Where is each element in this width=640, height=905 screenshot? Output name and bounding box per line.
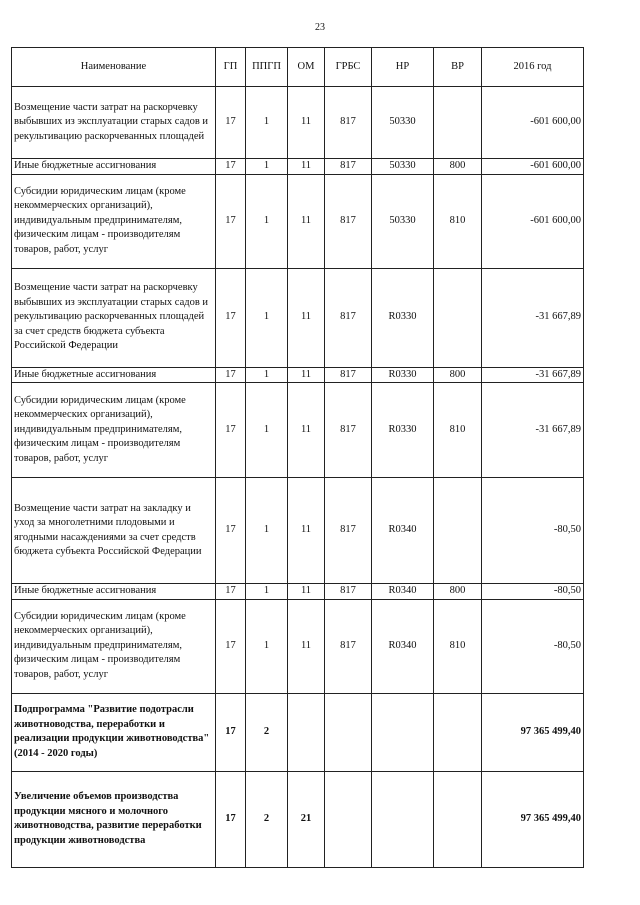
row-om: 11 [288, 383, 325, 478]
row-vr [434, 478, 482, 584]
row-amount: -31 667,89 [482, 367, 584, 383]
row-vr: 810 [434, 383, 482, 478]
table-row [12, 584, 584, 600]
table-row [12, 383, 584, 478]
table-row [12, 599, 584, 693]
row-gp: 17 [216, 478, 246, 584]
row-ppgp: 1 [246, 478, 288, 584]
row-vr [434, 693, 482, 771]
row-amount: 97 365 499,40 [482, 693, 584, 771]
row-nr: 50330 [372, 87, 434, 159]
table-row [12, 693, 584, 771]
row-amount: -80,50 [482, 584, 584, 600]
row-name: Возмещение части затрат на раскорчевку выбывших из эксплуатации старых садов и рекультивацию раскорчеванных площадей [12, 87, 216, 159]
header-year: 2016 год [482, 48, 584, 87]
row-ppgp: 2 [246, 693, 288, 771]
row-ppgp: 1 [246, 87, 288, 159]
row-nr: 50330 [372, 174, 434, 268]
row-name: Иные бюджетные ассигнования [12, 367, 216, 383]
row-gp: 17 [216, 367, 246, 383]
row-gp: 17 [216, 584, 246, 600]
row-ppgp: 1 [246, 383, 288, 478]
row-nr [372, 693, 434, 771]
row-amount: -80,50 [482, 478, 584, 584]
row-vr [434, 268, 482, 367]
row-name: Возмещение части затрат на закладку и уход за многолетними плодовыми и ягодными насаждениями за счет средств бюджета субъекта Российской Федерации [12, 478, 216, 584]
row-name: Возмещение части затрат на раскорчевку выбывших из эксплуатации старых садов и рекультивацию раскорчеванных площадей за счет средств бюджета субъекта Российской Федерации [12, 268, 216, 367]
table-header-row [12, 48, 584, 87]
row-om: 11 [288, 268, 325, 367]
table-row [12, 174, 584, 268]
row-vr: 810 [434, 174, 482, 268]
row-ppgp: 1 [246, 367, 288, 383]
row-om: 11 [288, 584, 325, 600]
page-number: 23 [315, 22, 325, 33]
row-ppgp: 1 [246, 174, 288, 268]
row-om: 11 [288, 478, 325, 584]
row-grbs [325, 693, 372, 771]
row-ppgp: 2 [246, 771, 288, 867]
row-om: 11 [288, 599, 325, 693]
row-grbs: 817 [325, 584, 372, 600]
row-grbs [325, 771, 372, 867]
row-grbs: 817 [325, 478, 372, 584]
row-amount: -31 667,89 [482, 383, 584, 478]
row-nr: R0330 [372, 367, 434, 383]
row-ppgp: 1 [246, 599, 288, 693]
row-grbs: 817 [325, 383, 372, 478]
row-gp: 17 [216, 268, 246, 367]
row-grbs: 817 [325, 159, 372, 175]
header-grbs: ГРБС [325, 48, 372, 87]
table-row [12, 771, 584, 867]
row-ppgp: 1 [246, 159, 288, 175]
row-om: 21 [288, 771, 325, 867]
row-grbs: 817 [325, 174, 372, 268]
row-om: 11 [288, 367, 325, 383]
row-name: Иные бюджетные ассигнования [12, 159, 216, 175]
row-nr: R0330 [372, 268, 434, 367]
row-gp: 17 [216, 87, 246, 159]
row-name: Подпрограмма "Развитие подотрасли животноводства, переработки и реализации продукции животноводства" (2014 - 2020 годы) [12, 693, 216, 771]
row-grbs: 817 [325, 87, 372, 159]
row-name: Субсидии юридическим лицам (кроме некоммерческих организаций), индивидуальным предпринимателям, физическим лицам - производителям товаров, работ, услуг [12, 599, 216, 693]
row-vr: 800 [434, 584, 482, 600]
table-row [12, 478, 584, 584]
row-grbs: 817 [325, 367, 372, 383]
row-gp: 17 [216, 383, 246, 478]
row-om: 11 [288, 174, 325, 268]
header-name: Наименование [12, 48, 216, 87]
row-gp: 17 [216, 771, 246, 867]
header-gp: ГП [216, 48, 246, 87]
row-nr: R0340 [372, 478, 434, 584]
row-ppgp: 1 [246, 584, 288, 600]
table-row [12, 87, 584, 159]
row-amount: -601 600,00 [482, 159, 584, 175]
row-amount: -601 600,00 [482, 174, 584, 268]
row-vr: 800 [434, 367, 482, 383]
row-ppgp: 1 [246, 268, 288, 367]
table-row [12, 268, 584, 367]
row-gp: 17 [216, 159, 246, 175]
table-row [12, 367, 584, 383]
row-amount: -601 600,00 [482, 87, 584, 159]
row-name: Иные бюджетные ассигнования [12, 584, 216, 600]
budget-table [11, 47, 584, 868]
row-vr: 810 [434, 599, 482, 693]
row-amount: -31 667,89 [482, 268, 584, 367]
row-om: 11 [288, 87, 325, 159]
row-nr: R0340 [372, 599, 434, 693]
row-vr [434, 87, 482, 159]
row-gp: 17 [216, 599, 246, 693]
row-grbs: 817 [325, 268, 372, 367]
row-nr [372, 771, 434, 867]
row-vr [434, 771, 482, 867]
header-ppgp: ППГП [246, 48, 288, 87]
header-om: ОМ [288, 48, 325, 87]
table-row [12, 159, 584, 175]
row-name: Субсидии юридическим лицам (кроме некоммерческих организаций), индивидуальным предпринимателям, физическим лицам - производителям товаров, работ, услуг [12, 174, 216, 268]
row-vr: 800 [434, 159, 482, 175]
row-grbs: 817 [325, 599, 372, 693]
row-nr: R0340 [372, 584, 434, 600]
row-nr: 50330 [372, 159, 434, 175]
row-amount: -80,50 [482, 599, 584, 693]
header-nr: НР [372, 48, 434, 87]
row-om [288, 693, 325, 771]
row-om: 11 [288, 159, 325, 175]
row-name: Увеличение объемов производства продукции мясного и молочного животноводства, развитие переработки продукции животноводства [12, 771, 216, 867]
row-amount: 97 365 499,40 [482, 771, 584, 867]
row-gp: 17 [216, 693, 246, 771]
row-nr: R0330 [372, 383, 434, 478]
row-name: Субсидии юридическим лицам (кроме некоммерческих организаций), индивидуальным предпринимателям, физическим лицам - производителям товаров, работ, услуг [12, 383, 216, 478]
row-gp: 17 [216, 174, 246, 268]
header-vr: ВР [434, 48, 482, 87]
